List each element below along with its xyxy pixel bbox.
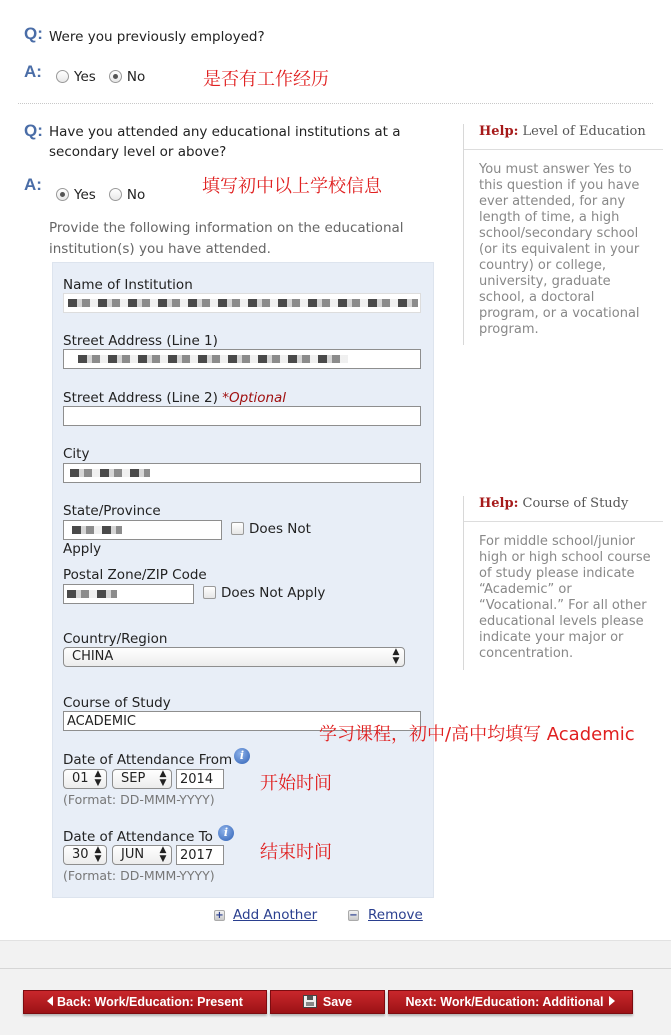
redacted-text: [72, 526, 122, 534]
state-label: State/Province: [63, 503, 161, 519]
from-year-input[interactable]: 2014: [176, 769, 224, 789]
question-line: secondary level or above?: [49, 144, 227, 160]
radio-employed-no[interactable]: [109, 70, 122, 83]
back-button-label: Back: Work/Education: Present: [57, 995, 243, 1009]
redacted-text: [67, 590, 117, 598]
to-month-value: JUN: [121, 847, 145, 862]
course-input[interactable]: ACADEMIC: [63, 711, 421, 731]
next-button[interactable]: [388, 990, 633, 1014]
arrow-left-icon: [47, 996, 53, 1006]
optional-tag: *Optional: [222, 390, 287, 406]
divider: [18, 103, 653, 104]
help-prefix: Help:: [479, 496, 519, 511]
to-day-select[interactable]: [63, 845, 107, 865]
radio-education-yes[interactable]: [56, 188, 69, 201]
add-another-link[interactable]: Add Another: [233, 907, 318, 923]
question-employed: Were you previously employed?: [49, 29, 265, 45]
format-hint: (Format: DD-MMM-YYYY): [63, 792, 215, 807]
select-arrows-icon: ▲ ▼: [159, 845, 167, 864]
instruction-line: institution(s) you have attended.: [49, 241, 271, 257]
instruction-text: [49, 218, 404, 260]
question-education: [49, 122, 401, 162]
info-icon[interactable]: i: [234, 748, 250, 764]
select-arrows-icon: ▲ ▼: [159, 769, 167, 788]
street1-input[interactable]: [63, 349, 421, 369]
help-body: You must answer Yes to this question if you have ever attended, for any length of time, a high school/secondary school (or its equivalent in your country) or college, university, graduate school, a doctoral program, or a vocational program.: [479, 162, 640, 337]
country-label: Country/Region: [63, 631, 168, 647]
remove-link[interactable]: Remove: [368, 907, 423, 923]
from-month-value: SEP: [121, 771, 146, 786]
plus-icon[interactable]: +: [215, 910, 224, 921]
help-title: [464, 124, 663, 150]
postal-input[interactable]: [63, 584, 194, 604]
radio-education-no[interactable]: [109, 188, 122, 201]
help-title-text: Level of Education: [522, 124, 646, 139]
help-level-of-education: [463, 124, 663, 345]
country-select[interactable]: [63, 647, 405, 667]
postal-label: Postal Zone/ZIP Code: [63, 567, 207, 583]
annotation-from: 开始时间: [260, 773, 332, 794]
to-year-input[interactable]: 2017: [176, 845, 224, 865]
arrow-right-icon: [609, 996, 615, 1006]
radio-employed-yes[interactable]: [56, 70, 69, 83]
select-arrows-icon: ▲ ▼: [392, 647, 400, 666]
to-month-select[interactable]: [112, 845, 172, 865]
help-prefix: Help:: [479, 124, 519, 139]
from-day-value: 01: [72, 771, 89, 786]
postal-does-not-apply-checkbox[interactable]: [203, 586, 216, 599]
format-hint: (Format: DD-MMM-YYYY): [63, 868, 215, 883]
info-icon[interactable]: i: [218, 825, 234, 841]
city-label: City: [63, 446, 90, 462]
minus-icon[interactable]: −: [349, 910, 358, 921]
help-course-of-study: [463, 496, 663, 670]
from-month-select[interactable]: [112, 769, 172, 789]
next-button-label: Next: Work/Education: Additional: [405, 995, 604, 1009]
footer: [0, 940, 671, 1035]
institution-input[interactable]: [63, 293, 421, 313]
select-arrows-icon: ▲ ▼: [94, 845, 102, 864]
select-arrows-icon: ▲ ▼: [94, 769, 102, 788]
question-line: Have you attended any educational institutions at a: [49, 124, 401, 140]
help-title: [464, 496, 663, 522]
redacted-text: [78, 355, 348, 363]
back-button[interactable]: [23, 990, 267, 1014]
institution-label: Name of Institution: [63, 277, 193, 293]
help-title-text: Course of Study: [522, 496, 629, 511]
annotation-education: 填写初中以上学校信息: [202, 176, 382, 197]
state-input[interactable]: [63, 520, 222, 540]
a-marker: A:: [24, 175, 42, 194]
street2-input[interactable]: [63, 406, 421, 426]
radio-label: Yes: [74, 69, 96, 85]
street1-label: Street Address (Line 1): [63, 333, 218, 349]
instruction-line: Provide the following information on the educational: [49, 220, 404, 236]
state-does-not-apply-checkbox[interactable]: [231, 522, 244, 535]
help-body: For middle school/junior high or high school course of study please indicate “Academic” or “Vocational.” For all other educational levels please indicate your major or concentration.: [479, 534, 651, 661]
a-marker: A:: [24, 62, 42, 81]
redacted-text: [68, 299, 418, 307]
divider: [0, 968, 671, 969]
annotation-course: 学习课程，初中/高中均填写 Academic: [319, 724, 635, 745]
redacted-text: [70, 469, 150, 477]
annotation-to: 结束时间: [260, 842, 332, 863]
state-does-not-apply-label: Does Not: [249, 521, 311, 537]
q-marker: Q:: [24, 24, 43, 43]
city-input[interactable]: [63, 463, 421, 483]
q-marker: Q:: [24, 121, 43, 140]
country-select-value: CHINA: [72, 649, 114, 664]
postal-does-not-apply-label: Does Not Apply: [221, 585, 326, 601]
to-day-value: 30: [72, 847, 89, 862]
course-label: Course of Study: [63, 695, 171, 711]
save-button[interactable]: [270, 990, 385, 1014]
radio-group-employed: [56, 66, 153, 85]
radio-label: Yes: [74, 187, 96, 203]
radio-label: No: [126, 69, 146, 85]
street2-label-text: Street Address (Line 2): [63, 390, 218, 406]
from-label: Date of Attendance From: [63, 752, 233, 768]
to-label: Date of Attendance To: [63, 829, 213, 845]
save-button-label: Save: [322, 995, 353, 1009]
from-day-select[interactable]: [63, 769, 107, 789]
radio-label: No: [126, 187, 146, 203]
save-disk-icon: [303, 995, 317, 1008]
street2-label: [63, 390, 286, 406]
radio-group-education: [56, 184, 153, 203]
annotation-employed: 是否有工作经历: [203, 69, 329, 90]
state-does-not-apply-label-wrap: Apply: [63, 541, 102, 557]
